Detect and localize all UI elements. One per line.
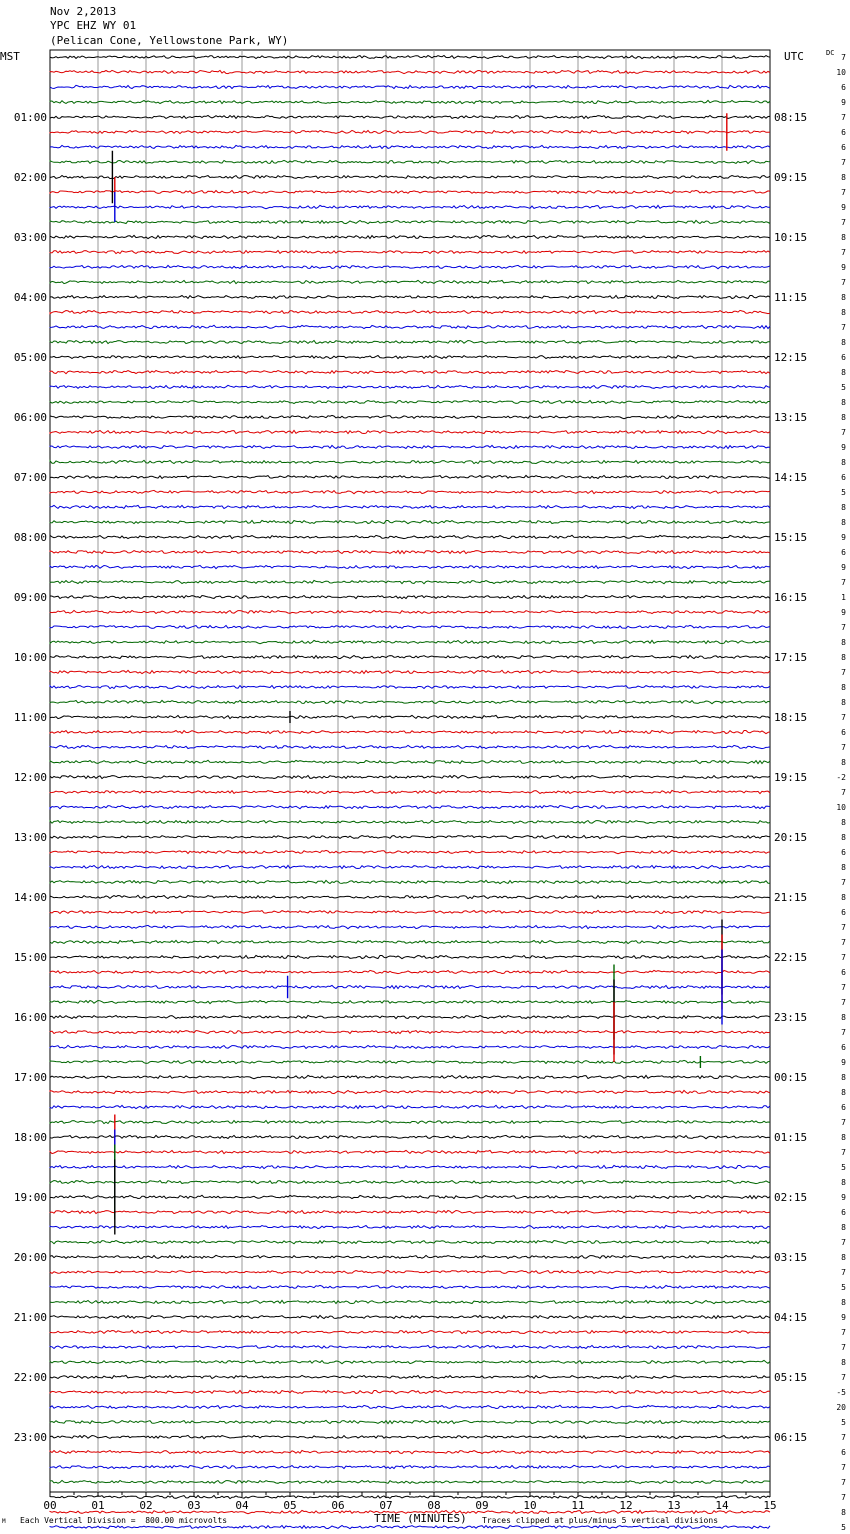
trace-21	[50, 371, 770, 374]
dc-offset-label: 6	[841, 83, 846, 92]
dc-offset-label: 7	[841, 218, 846, 227]
dc-offset-label: 8	[841, 1358, 846, 1367]
dc-offset-label: 5	[841, 1523, 846, 1532]
hour-label-left: 07:00	[13, 471, 47, 484]
chart-date: Nov 2,2013	[50, 5, 117, 18]
hour-label-left: 13:00	[13, 831, 47, 844]
trace-49	[50, 790, 770, 793]
trace-25	[50, 430, 770, 433]
dc-offset-label: 7	[841, 1268, 846, 1277]
hour-label-right: 12:15	[774, 351, 808, 364]
hour-label-left: 20:00	[13, 1251, 47, 1264]
trace-73	[50, 1150, 770, 1153]
trace-14	[50, 265, 770, 268]
trace-11	[50, 220, 770, 223]
dc-offset-label: 5	[841, 1283, 846, 1292]
trace-6	[50, 145, 770, 148]
trace-39	[50, 640, 770, 643]
x-tick-label: 06	[331, 1499, 345, 1512]
hour-label-right: 19:15	[774, 771, 808, 784]
trace-51	[50, 820, 770, 823]
trace-68	[50, 1075, 770, 1078]
dc-offset-label: 7	[841, 1493, 846, 1502]
trace-52	[50, 836, 770, 839]
x-tick-label: 12	[619, 1499, 633, 1512]
dc-offset-label: 8	[841, 1013, 846, 1022]
trace-62	[50, 985, 770, 988]
dc-offset-label: 8	[841, 1073, 846, 1082]
dc-offset-label: 6	[841, 353, 846, 362]
station-code: YPC EHZ WY 01	[50, 19, 137, 32]
dc-offset-label: 8	[841, 338, 846, 347]
trace-96	[50, 1495, 770, 1498]
dc-offset-label: 6	[841, 1208, 846, 1217]
dc-offset-label: 6	[841, 848, 846, 857]
dc-offset-label: 6	[841, 128, 846, 137]
hour-label-right: 15:15	[774, 531, 808, 544]
dc-offset-label: 8	[841, 368, 846, 377]
dc-offset-label: 7	[841, 983, 846, 992]
trace-16	[50, 295, 770, 298]
trace-78	[50, 1225, 770, 1228]
trace-22	[50, 385, 770, 388]
dc-offset-label: 8	[841, 503, 846, 512]
trace-26	[50, 445, 770, 448]
trace-33	[50, 550, 770, 553]
dc-offset-label: 8	[841, 653, 846, 662]
dc-offset-label: 8	[841, 1223, 846, 1232]
hour-label-left: 22:00	[13, 1371, 47, 1384]
dc-offset-label: 8	[841, 1178, 846, 1187]
trace-9	[50, 190, 770, 193]
hour-label-right: 23:15	[774, 1011, 808, 1024]
dc-offset-label: 7	[841, 1238, 846, 1247]
dc-offset-label: 7	[841, 668, 846, 677]
dc-offset-label: 9	[841, 203, 846, 212]
trace-17	[50, 310, 770, 313]
x-tick-label: 09	[475, 1499, 489, 1512]
hour-label-right: 09:15	[774, 171, 808, 184]
right-axis-label: UTC	[784, 50, 804, 63]
dc-offset-label: 7	[841, 623, 846, 632]
dc-offset-label: 9	[841, 443, 846, 452]
dc-offset-label: 9	[841, 608, 846, 617]
trace-82	[50, 1285, 770, 1288]
x-tick-label: 15	[763, 1499, 777, 1512]
dc-offset-label: 7	[841, 113, 846, 122]
trace-66	[50, 1045, 770, 1048]
trace-40	[50, 655, 770, 658]
dc-offset-label: 7	[841, 53, 846, 62]
trace-81	[50, 1271, 770, 1274]
dc-offset-label: 7	[841, 938, 846, 947]
dc-offset-label: 5	[841, 488, 846, 497]
hour-label-right: 06:15	[774, 1431, 808, 1444]
dc-offset-label: 7	[841, 1373, 846, 1382]
dc-offset-label: 20	[836, 1403, 846, 1412]
hour-label-right: 04:15	[774, 1311, 808, 1324]
trace-79	[50, 1241, 770, 1244]
hour-label-right: 22:15	[774, 951, 808, 964]
trace-83	[50, 1300, 770, 1303]
dc-offset-label: 8	[841, 833, 846, 842]
dc-offset-label: 6	[841, 1043, 846, 1052]
hour-label-right: 05:15	[774, 1371, 808, 1384]
hour-label-right: 08:15	[774, 111, 808, 124]
trace-55	[50, 880, 770, 883]
trace-0	[50, 56, 770, 59]
trace-88	[50, 1375, 770, 1378]
hour-label-right: 17:15	[774, 651, 808, 664]
trace-34	[50, 565, 770, 568]
dc-offset-label: 1	[841, 593, 846, 602]
dc-offset-label: 6	[841, 1103, 846, 1112]
hour-label-left: 03:00	[13, 231, 47, 244]
hour-label-right: 14:15	[774, 471, 808, 484]
hour-label-left: 02:00	[13, 171, 47, 184]
dc-offset-label: -5	[836, 1388, 846, 1397]
x-tick-label: 03	[187, 1499, 201, 1512]
dc-offset-label: 7	[841, 878, 846, 887]
dc-offset-label: 8	[841, 893, 846, 902]
dc-offset-label: 8	[841, 758, 846, 767]
dc-offset-label: 8	[841, 518, 846, 527]
dc-offset-label: 7	[841, 1328, 846, 1337]
trace-18	[50, 325, 770, 328]
dc-offset-label: 6	[841, 548, 846, 557]
trace-58	[50, 925, 770, 928]
trace-90	[50, 1405, 770, 1408]
trace-15	[50, 280, 770, 283]
dc-offset-label: 8	[841, 1133, 846, 1142]
dc-offset-label: 8	[841, 413, 846, 422]
hour-label-right: 01:15	[774, 1131, 808, 1144]
plot-frame	[50, 50, 770, 1492]
trace-76	[50, 1195, 770, 1198]
trace-28	[50, 475, 770, 478]
trace-80	[50, 1255, 770, 1258]
trace-2	[50, 85, 770, 88]
dc-offset-label: 9	[841, 1313, 846, 1322]
hour-label-left: 16:00	[13, 1011, 47, 1024]
trace-24	[50, 415, 770, 418]
dc-offset-label: 7	[841, 713, 846, 722]
trace-50	[50, 806, 770, 809]
footer-mark: M	[2, 1518, 6, 1525]
dc-offset-label: 7	[841, 323, 846, 332]
hour-label-left: 18:00	[13, 1131, 47, 1144]
x-tick-label: 14	[715, 1499, 729, 1512]
trace-75	[50, 1180, 770, 1183]
hour-label-right: 02:15	[774, 1191, 808, 1204]
dc-offset-label: 7	[841, 998, 846, 1007]
dc-offset-label: 7	[841, 788, 846, 797]
trace-95	[50, 1480, 770, 1483]
dc-offset-label: 6	[841, 143, 846, 152]
clip-note: Traces clipped at plus/minus 5 vertical divisions	[482, 1516, 719, 1525]
hour-label-right: 10:15	[774, 231, 808, 244]
left-axis-label: MST	[0, 50, 20, 63]
hour-label-left: 12:00	[13, 771, 47, 784]
trace-61	[50, 970, 770, 973]
dc-label: DC	[826, 49, 835, 57]
hour-label-left: 10:00	[13, 651, 47, 664]
dc-offset-label: 7	[841, 1028, 846, 1037]
trace-32	[50, 535, 770, 538]
trace-46	[50, 745, 770, 748]
dc-offset-label: 6	[841, 968, 846, 977]
trace-41	[50, 670, 770, 673]
trace-42	[50, 686, 770, 689]
trace-84	[50, 1315, 770, 1318]
trace-38	[50, 625, 770, 628]
x-tick-label: 00	[43, 1499, 57, 1512]
dc-offset-label: 9	[841, 263, 846, 272]
dc-offset-label: 8	[841, 698, 846, 707]
dc-offset-label: 7	[841, 248, 846, 257]
trace-65	[50, 1030, 770, 1033]
trace-37	[50, 610, 770, 613]
x-tick-label: 07	[379, 1499, 393, 1512]
dc-offset-label: 8	[841, 173, 846, 182]
trace-12	[50, 235, 770, 238]
dc-offset-label: 10	[836, 68, 846, 77]
hour-label-left: 05:00	[13, 351, 47, 364]
trace-70	[50, 1105, 770, 1108]
dc-offset-label: 7	[841, 578, 846, 587]
dc-offset-label: 7	[841, 953, 846, 962]
x-tick-label: 11	[571, 1499, 585, 1512]
dc-offset-label: 7	[841, 1433, 846, 1442]
trace-45	[50, 730, 770, 733]
hour-label-right: 16:15	[774, 591, 808, 604]
trace-43	[50, 700, 770, 703]
hour-label-right: 13:15	[774, 411, 808, 424]
dc-offset-label: 6	[841, 1448, 846, 1457]
dc-offset-label: 8	[841, 1508, 846, 1517]
dc-offset-label: 9	[841, 533, 846, 542]
dc-offset-label: 7	[841, 923, 846, 932]
hour-label-left: 08:00	[13, 531, 47, 544]
trace-87	[50, 1360, 770, 1363]
dc-offset-label: 7	[841, 1118, 846, 1127]
hour-label-left: 14:00	[13, 891, 47, 904]
dc-offset-label: 9	[841, 563, 846, 572]
x-tick-label: 04	[235, 1499, 249, 1512]
hour-label-right: 11:15	[774, 291, 808, 304]
trace-36	[50, 595, 770, 598]
trace-56	[50, 895, 770, 898]
dc-offset-label: 8	[841, 863, 846, 872]
trace-3	[50, 100, 770, 103]
dc-offset-label: 6	[841, 728, 846, 737]
trace-7	[50, 160, 770, 163]
trace-64	[50, 1015, 770, 1018]
trace-57	[50, 910, 770, 913]
trace-72	[50, 1135, 770, 1138]
trace-89	[50, 1390, 770, 1393]
hour-label-left: 19:00	[13, 1191, 47, 1204]
dc-offset-label: 5	[841, 383, 846, 392]
dc-offset-label: 7	[841, 1478, 846, 1487]
trace-94	[50, 1465, 770, 1468]
trace-92	[50, 1435, 770, 1438]
trace-91	[50, 1420, 770, 1423]
trace-74	[50, 1165, 770, 1168]
hour-label-left: 11:00	[13, 711, 47, 724]
hour-label-left: 21:00	[13, 1311, 47, 1324]
hour-label-right: 20:15	[774, 831, 808, 844]
trace-77	[50, 1210, 770, 1213]
dc-offset-label: 6	[841, 473, 846, 482]
trace-47	[50, 760, 770, 763]
dc-offset-label: 9	[841, 1058, 846, 1067]
dc-offset-label: 8	[841, 293, 846, 302]
hour-label-left: 17:00	[13, 1071, 47, 1084]
hour-label-right: 21:15	[774, 891, 808, 904]
trace-8	[50, 176, 770, 179]
trace-13	[50, 251, 770, 254]
trace-63	[50, 1000, 770, 1003]
dc-offset-label: 5	[841, 1163, 846, 1172]
hour-label-left: 06:00	[13, 411, 47, 424]
trace-86	[50, 1345, 770, 1348]
x-tick-label: 10	[523, 1499, 537, 1512]
dc-offset-label: 7	[841, 188, 846, 197]
trace-35	[50, 580, 770, 583]
dc-offset-label: 7	[841, 1343, 846, 1352]
hour-label-left: 04:00	[13, 291, 47, 304]
x-tick-label: 08	[427, 1499, 441, 1512]
dc-offset-label: 8	[841, 398, 846, 407]
dc-offset-label: 8	[841, 1298, 846, 1307]
scale-note: Each Vertical Division = 800.00 microvolts	[20, 1516, 228, 1525]
dc-offset-label: 7	[841, 278, 846, 287]
trace-29	[50, 490, 770, 493]
hour-label-left: 23:00	[13, 1431, 47, 1444]
dc-offset-label: 8	[841, 638, 846, 647]
trace-44	[50, 715, 770, 718]
dc-offset-label: -2	[836, 773, 846, 782]
x-axis-label: TIME (MINUTES)	[374, 1512, 467, 1525]
trace-19	[50, 340, 770, 343]
dc-offset-label: 7	[841, 428, 846, 437]
hour-label-left: 09:00	[13, 591, 47, 604]
trace-23	[50, 401, 770, 404]
trace-85	[50, 1330, 770, 1333]
dc-offset-label: 7	[841, 1463, 846, 1472]
dc-offset-label: 9	[841, 1193, 846, 1202]
x-tick-label: 02	[139, 1499, 153, 1512]
hour-label-right: 00:15	[774, 1071, 808, 1084]
trace-31	[50, 520, 770, 523]
dc-offset-label: 8	[841, 1088, 846, 1097]
trace-98	[50, 1525, 770, 1528]
dc-offset-label: 9	[841, 98, 846, 107]
x-tick-label: 13	[667, 1499, 681, 1512]
trace-4	[50, 116, 770, 119]
dc-offset-label: 6	[841, 908, 846, 917]
trace-48	[50, 775, 770, 778]
hour-label-right: 18:15	[774, 711, 808, 724]
x-tick-label: 01	[91, 1499, 105, 1512]
trace-60	[50, 955, 770, 958]
dc-offset-label: 5	[841, 1418, 846, 1427]
dc-offset-label: 7	[841, 743, 846, 752]
dc-offset-label: 8	[841, 683, 846, 692]
trace-53	[50, 850, 770, 853]
trace-20	[50, 355, 770, 358]
dc-offset-label: 7	[841, 158, 846, 167]
dc-offset-label: 8	[841, 458, 846, 467]
trace-5	[50, 130, 770, 133]
trace-27	[50, 460, 770, 463]
trace-1	[50, 70, 770, 73]
dc-offset-label: 8	[841, 308, 846, 317]
trace-71	[50, 1121, 770, 1124]
trace-93	[50, 1450, 770, 1453]
hour-label-right: 03:15	[774, 1251, 808, 1264]
trace-10	[50, 205, 770, 208]
trace-59	[50, 940, 770, 943]
trace-54	[50, 865, 770, 868]
x-tick-label: 05	[283, 1499, 297, 1512]
station-location: (Pelican Cone, Yellowstone Park, WY)	[50, 34, 289, 47]
dc-offset-label: 10	[836, 803, 846, 812]
dc-offset-label: 8	[841, 233, 846, 242]
trace-30	[50, 505, 770, 508]
trace-67	[50, 1060, 770, 1063]
trace-69	[50, 1090, 770, 1093]
dc-offset-label: 8	[841, 1253, 846, 1262]
dc-offset-label: 8	[841, 818, 846, 827]
hour-label-left: 01:00	[13, 111, 47, 124]
dc-offset-label: 7	[841, 1148, 846, 1157]
hour-label-left: 15:00	[13, 951, 47, 964]
